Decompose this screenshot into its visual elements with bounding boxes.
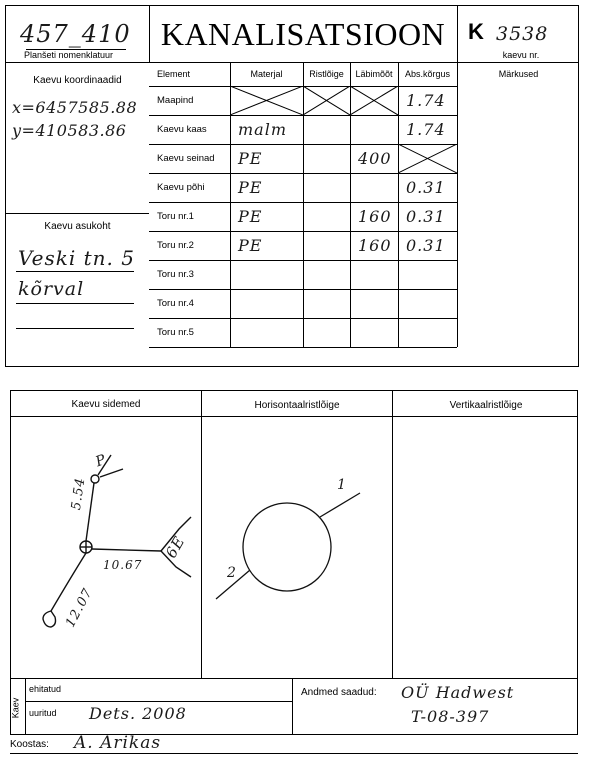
vertical-section-header: Vertikaalristlõige (449, 400, 523, 411)
table-cell-element: Toru nr.2 (157, 240, 194, 251)
compiler-value: A. Arikas (74, 733, 162, 753)
table-cell-element: Toru nr.1 (157, 211, 194, 222)
well-number: 3538 (496, 23, 549, 45)
compiler-label: Koostas: (10, 739, 49, 750)
built-label: ehitatud (29, 684, 62, 694)
table-cell-abs: 0.31 (406, 207, 446, 226)
well-prefix: K (468, 19, 484, 44)
crossed-cell (303, 86, 350, 115)
well-number-label: kaevu nr. (502, 50, 540, 60)
table-header-diameter: Läbimõõt (355, 69, 393, 79)
sketch-label-p: P (93, 451, 109, 471)
table-cell-abs (406, 289, 457, 318)
data-source-value: OÜ Hadwest (401, 683, 515, 702)
table-header-material: Materjal (250, 69, 283, 79)
coord-y: y=410583.86 (12, 121, 127, 140)
table-cell-element: Kaevu kaas (157, 124, 207, 135)
table-cell-notes (465, 115, 580, 144)
table-cell-section (311, 173, 350, 202)
table-cell-notes (465, 260, 580, 289)
crossed-cell (398, 144, 457, 173)
table-cell-diameter (358, 173, 398, 202)
table-header-abs: Abs.kõrgus (404, 69, 451, 79)
table-cell-element: Maapind (157, 95, 194, 106)
page-title: KANALISATSIOON (160, 16, 446, 52)
table-cell-diameter (358, 260, 398, 289)
data-source-label: Andmed saadud: (301, 687, 377, 698)
table-cell-notes (465, 144, 580, 173)
surveyed-label: uuritud (29, 708, 57, 718)
nomenclature-value: 457_410 (20, 20, 131, 48)
table-cell-section (311, 144, 350, 173)
table-cell-material: PE (238, 207, 263, 226)
table-cell-notes (465, 289, 580, 318)
crossed-cell (230, 86, 303, 115)
surveyed-value: Dets. 2008 (89, 704, 187, 723)
well-circle (243, 503, 331, 591)
nomenclature-label: Planšeti nomenklatuur (24, 50, 114, 60)
table-cell-element: Kaevu põhi (157, 182, 205, 193)
table-cell-diameter (358, 318, 398, 347)
table-cell-element: Toru nr.3 (157, 269, 194, 280)
table-cell-diameter (358, 289, 398, 318)
table-cell-abs (406, 260, 457, 289)
table-cell-section (311, 231, 350, 260)
table-header-element: Element (157, 69, 191, 79)
sketch-label-6e: 6E (161, 532, 189, 562)
dist-right: 10.67 (103, 558, 143, 572)
table-cell-notes (465, 318, 580, 347)
table-header-notes: Märkused (498, 69, 539, 79)
ties-header: Kaevu sidemed (71, 399, 141, 410)
table-cell-notes (465, 202, 580, 231)
data-source-code: T-08-397 (411, 707, 490, 726)
table-cell-section (311, 115, 350, 144)
table-cell-section (311, 260, 350, 289)
location-line1: Veski tn. 5 (18, 246, 135, 270)
table-cell-section (311, 289, 350, 318)
table-cell-diameter: 400 (358, 149, 392, 168)
table-cell-abs: 0.31 (406, 178, 446, 197)
table-cell-material (238, 289, 303, 318)
table-cell-notes (465, 231, 580, 260)
table-cell-abs: 0.31 (406, 236, 446, 255)
table-cell-notes (465, 86, 580, 115)
well-card-top (5, 5, 579, 367)
table-cell-element: Kaevu seinad (157, 153, 215, 164)
table-cell-notes (465, 173, 580, 202)
pipe-2-label: 2 (227, 565, 237, 581)
table-cell-element: Toru nr.5 (157, 327, 194, 338)
location-label: Kaevu asukoht (44, 221, 111, 232)
dist-up: 5.54 (69, 476, 89, 512)
dist-down: 12.07 (63, 585, 97, 631)
table-cell-material (238, 318, 303, 347)
coordinates-label: Kaevu koordinaadid (33, 75, 122, 86)
table-cell-material: PE (238, 178, 263, 197)
table-cell-abs: 1.74 (406, 91, 446, 110)
table-cell-element: Toru nr.4 (157, 298, 194, 309)
table-cell-material (238, 260, 303, 289)
table-cell-material: malm (238, 120, 287, 139)
coord-x: x=6457585.88 (12, 98, 138, 117)
table-cell-abs (406, 318, 457, 347)
table-cell-section (311, 202, 350, 231)
table-cell-abs: 1.74 (406, 120, 446, 139)
table-header-section: Ristlõige (309, 69, 344, 79)
table-cell-diameter: 160 (358, 236, 392, 255)
footer-vertical-label: Kaev (10, 697, 21, 719)
location-line2: kõrval (18, 278, 85, 300)
pipe-1-label: 1 (337, 477, 347, 493)
well-card-bottom (10, 390, 578, 735)
horizontal-section-header: Horisontaalristlõige (254, 400, 340, 411)
horizontal-section-sketch (202, 417, 392, 677)
crossed-cell (350, 86, 398, 115)
table-cell-material: PE (238, 236, 263, 255)
table-cell-diameter: 160 (358, 207, 392, 226)
table-cell-material: PE (238, 149, 263, 168)
table-cell-diameter (358, 115, 398, 144)
table-cell-section (311, 318, 350, 347)
